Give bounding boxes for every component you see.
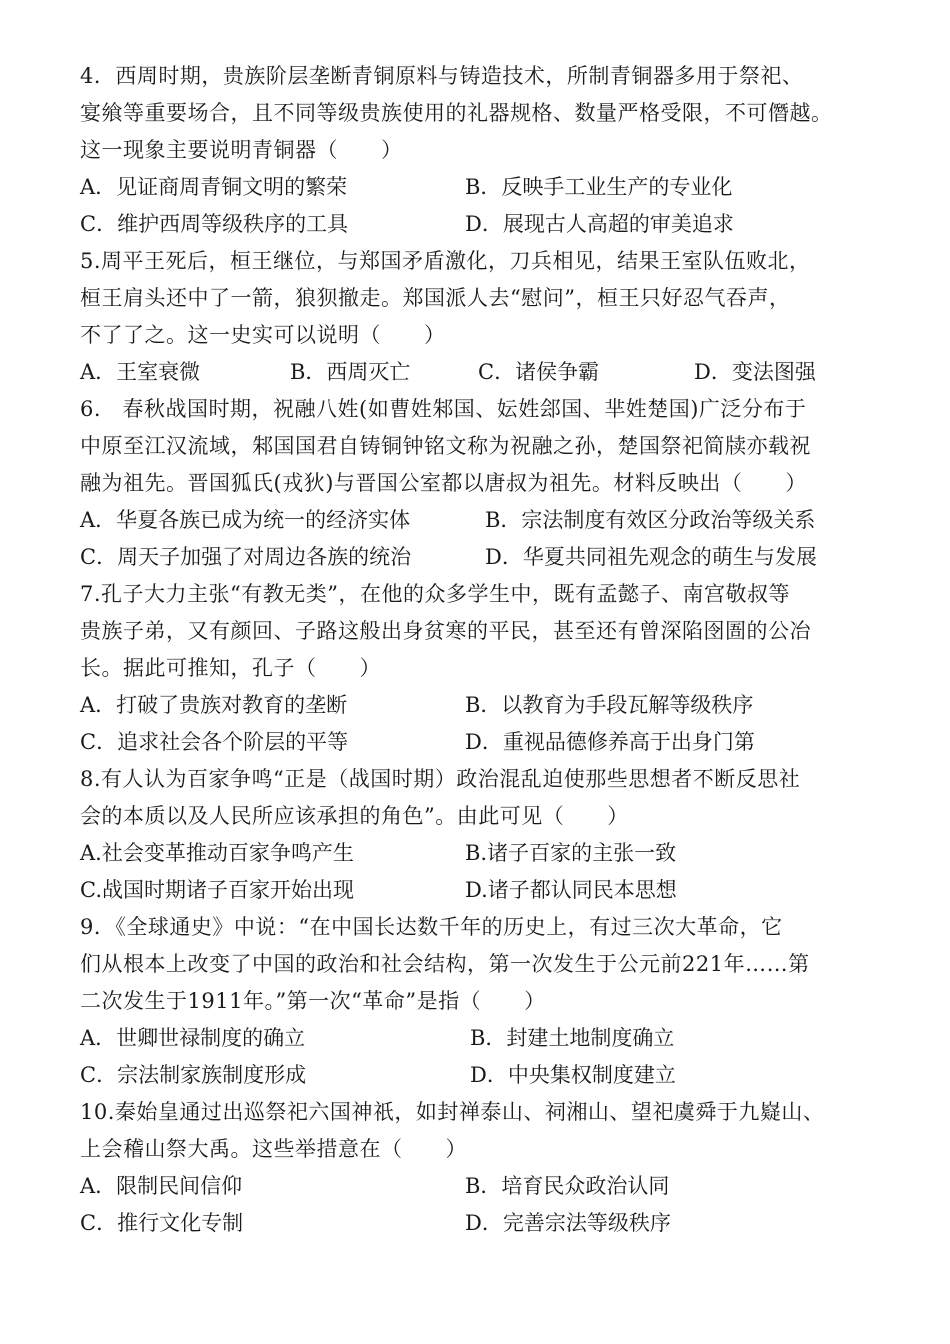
question-6-option-c[interactable]: C．周天子加强了对周边各族的统治	[80, 545, 412, 569]
question-8-line-2: 会的本质以及人民所应该承担的角色”。由此可见（ ）	[80, 804, 629, 828]
question-5-line-3: 不了了之。这一史实可以说明（ ）	[80, 323, 446, 347]
question-9-option-b[interactable]: B．封建土地制度确立	[470, 1026, 675, 1050]
question-5-option-d[interactable]: D．变法图强	[694, 360, 816, 384]
question-8-option-b[interactable]: B.诸子百家的主张一致	[465, 841, 677, 865]
question-8-options-row-2	[80, 872, 870, 909]
question-4-options-row-2	[80, 206, 870, 243]
question-6-option-d[interactable]: D．华夏共同祖先观念的萌生与发展	[485, 545, 817, 569]
question-9-options-row-1	[80, 1020, 870, 1057]
question-9-option-a[interactable]: A．世卿世禄制度的确立	[80, 1026, 306, 1050]
question-4-line-3: 这一现象主要说明青铜器（ ）	[80, 138, 403, 162]
question-10-option-b[interactable]: B．培育民众政治认同	[465, 1174, 670, 1198]
question-4-option-d[interactable]: D．展现古人高超的审美追求	[465, 212, 734, 236]
question-7-line-3: 长。据此可推知，孔子（ ）	[80, 656, 381, 680]
question-10-line-1: 10.秦始皇通过出巡祭祀六国神祇，如封禅泰山、祠湘山、望祀虞舜于九嶷山、	[80, 1100, 825, 1124]
question-7-option-b[interactable]: B．以教育为手段瓦解等级秩序	[465, 693, 754, 717]
question-9	[80, 909, 870, 1094]
question-5	[80, 243, 870, 391]
question-8-options-row-1	[80, 835, 870, 872]
question-8-option-a[interactable]: A.社会变革推动百家争鸣产生	[80, 841, 354, 865]
question-5-line-1: 5.周平王死后，桓王继位，与郑国矛盾激化，刀兵相见，结果王室队伍败北，	[80, 249, 811, 273]
question-6-line-2: 中原至江汉流域，邾国国君自铸铜钟铭文称为祝融之孙，楚国祭祀简牍亦载祝	[80, 434, 811, 458]
question-5-line-2: 桓王肩头还中了一箭，狼狈撤走。郑国派人去“慰问”，桓王只好忍气吞声，	[80, 286, 791, 310]
question-7-line-1: 7.孔子大力主张“有教无类”，在他的众多学生中，既有孟懿子、南宫敬叔等	[80, 582, 791, 606]
question-4-option-a[interactable]: A．见证商周青铜文明的繁荣	[80, 175, 348, 199]
exam-page	[80, 58, 870, 1242]
question-9-line-1: 9．《全球通史》中说：“在中国长达数千年的历史上，有过三次大革命，它	[80, 915, 783, 939]
question-4-line-2: 宴飨等重要场合，且不同等级贵族使用的礼器规格、数量严格受限，不可僭越。	[80, 101, 833, 125]
question-9-line-2: 们从根本上改变了中国的政治和社会结构，第一次发生于公元前221年……第	[80, 952, 810, 976]
question-10-option-d[interactable]: D．完善宗法等级秩序	[465, 1211, 671, 1235]
question-5-option-b[interactable]: B．西周灭亡	[290, 360, 411, 384]
question-5-option-a[interactable]: A．王室衰微	[80, 360, 201, 384]
question-8-line-1: 8.有人认为百家争鸣“正是（战国时期）政治混乱迫使那些思想者不断反思社	[80, 767, 801, 791]
question-8-option-d[interactable]: D.诸子都认同民本思想	[465, 878, 677, 902]
question-6-line-1: 6. 春秋战国时期，祝融八姓(如曹姓邾国、妘姓郐国、芈姓楚国)广泛分布于	[80, 397, 807, 421]
question-9-option-c[interactable]: C．宗法制家族制度形成	[80, 1063, 307, 1087]
question-7-option-a[interactable]: A．打破了贵族对教育的垄断	[80, 693, 348, 717]
question-4-line-1: 4．西周时期，贵族阶层垄断青铜原料与铸造技术，所制青铜器多用于祭祀、	[80, 64, 804, 88]
question-6	[80, 391, 870, 576]
question-10-line-2: 上会稽山祭大禹。这些举措意在（ ）	[80, 1137, 467, 1161]
question-9-options-row-2	[80, 1057, 870, 1094]
question-7-line-2: 贵族子弟，又有颜回、子路这般出身贫寒的平民，甚至还有曾深陷囹圄的公冶	[80, 619, 811, 643]
question-8	[80, 761, 870, 909]
question-10-option-c[interactable]: C．推行文化专制	[80, 1211, 244, 1235]
question-9-option-d[interactable]: D．中央集权制度建立	[470, 1063, 676, 1087]
question-6-line-3: 融为祖先。晋国狐氏(戎狄)与晋国公室都以唐叔为祖先。材料反映出（ ）	[80, 471, 807, 495]
question-10	[80, 1094, 870, 1242]
question-7-options-row-2	[80, 724, 870, 761]
question-6-option-a[interactable]: A．华夏各族已成为统一的经济实体	[80, 508, 411, 532]
question-10-options-row-2	[80, 1205, 870, 1242]
question-4-option-c[interactable]: C．维护西周等级秩序的工具	[80, 212, 349, 236]
question-7-options-row-1	[80, 687, 870, 724]
question-4	[80, 58, 870, 243]
question-7-option-c[interactable]: C．追求社会各个阶层的平等	[80, 730, 349, 754]
question-7	[80, 576, 870, 761]
question-4-option-b[interactable]: B．反映手工业生产的专业化	[465, 175, 733, 199]
question-6-options-row-1	[80, 502, 870, 539]
question-7-option-d[interactable]: D．重视品德修养高于出身门第	[465, 730, 755, 754]
question-10-options-row-1	[80, 1168, 870, 1205]
question-8-option-c[interactable]: C.战国时期诸子百家开始出现	[80, 878, 354, 902]
question-9-line-3: 二次发生于1911年。”第一次“革命”是指（ ）	[80, 989, 546, 1013]
question-6-option-b[interactable]: B．宗法制度有效区分政治等级关系	[485, 508, 816, 532]
question-4-options-row-1	[80, 169, 870, 206]
question-5-option-c[interactable]: C．诸侯争霸	[478, 360, 600, 384]
question-5-options-row	[80, 354, 870, 391]
question-6-options-row-2	[80, 539, 870, 576]
question-10-option-a[interactable]: A．限制民间信仰	[80, 1174, 243, 1198]
